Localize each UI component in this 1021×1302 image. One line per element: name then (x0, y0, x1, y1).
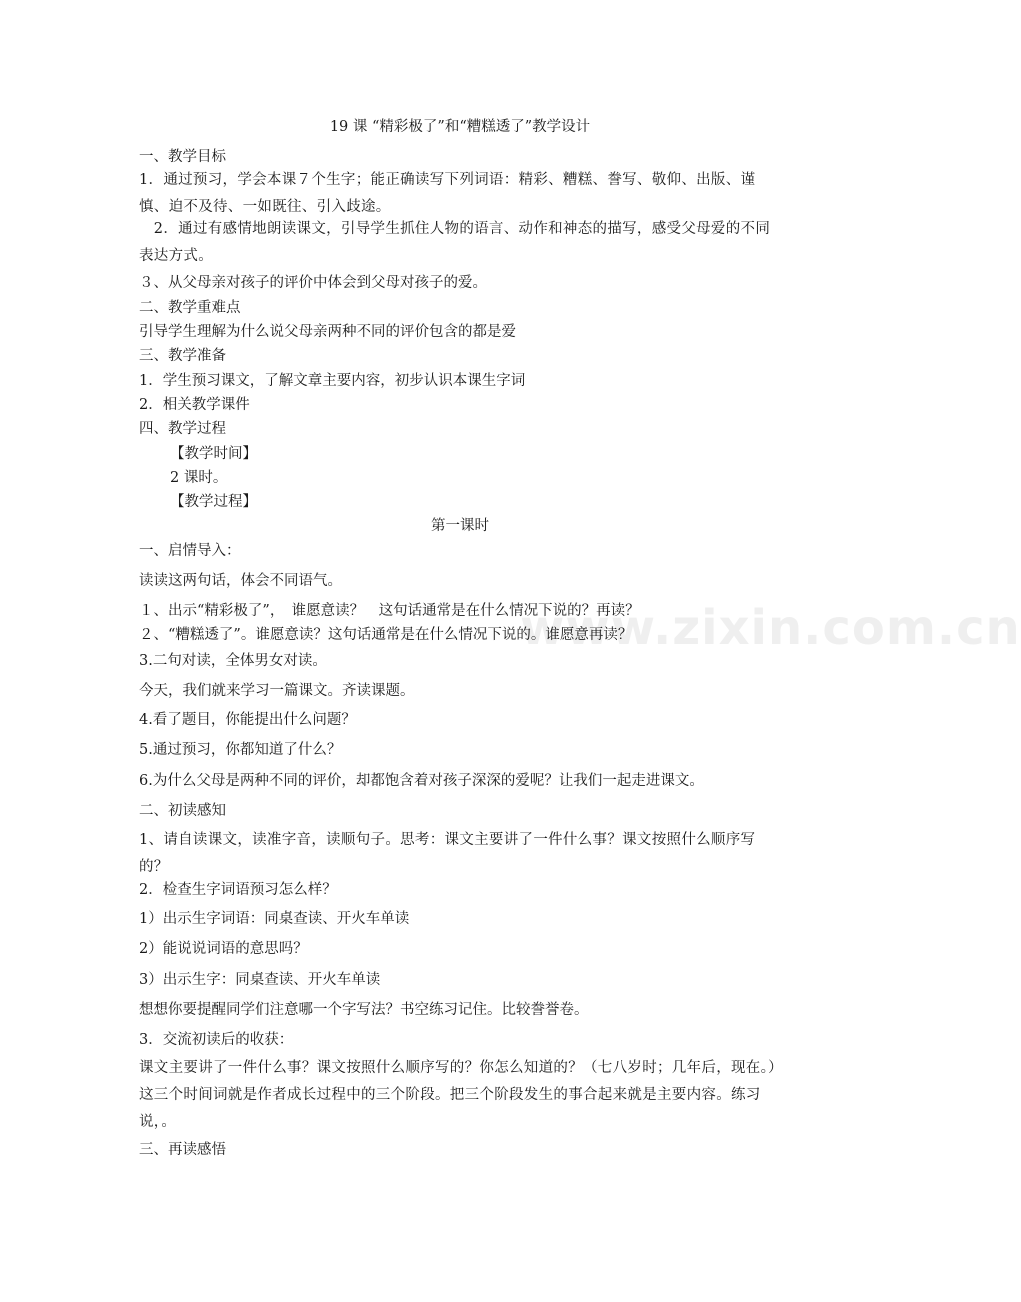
objective-2: 2．通过有感情地朗读课文，引导学生抓住人物的语言、动作和神态的描写，感受父母爱的不同表达方式。 (139, 221, 771, 264)
intro-step-4: 4.看了题目，你能提出什么问题？ (139, 712, 356, 728)
intro-text: 读读这两句话，体会不同语气。 (139, 573, 342, 589)
preparation-2: 2．相关教学课件 (139, 397, 250, 413)
objective-3: ３、从父母亲对孩子的评价中体会到父母对孩子的爱。 (139, 275, 487, 291)
intro-step-1: １、出示“精彩极了”， 谁愿意读？ 这句话通常是在什么情况下说的？再读？ (139, 603, 640, 619)
preparation-1: 1．学生预习课文，了解文章主要内容，初步认识本课生字词 (139, 373, 526, 389)
reading-text: 想想你要提醒同学们注意哪一个字写法？书空练习记住。比较誊誉卷。 (139, 1002, 589, 1018)
reading-step-1: 1、请自读课文，读准字音，读顺句子。思考：课文主要讲了一件什么事？课文按照什么顺序写的？ (139, 832, 756, 875)
reading-step-3: 3．交流初读后的收获： (139, 1032, 294, 1048)
section-heading-process: 四、教学过程 (139, 421, 226, 437)
part-two-heading: 二、初读感知 (139, 803, 226, 819)
reading-substep-2: 2）能说说词语的意思吗？ (139, 941, 308, 957)
reading-substep-1: 1）出示生字词语：同桌查读、开火车单读 (139, 911, 410, 927)
intro-step-6: 6.为什么父母是两种不同的评价，却都饱含着对孩子深深的爱呢？让我们一起走进课文。 (139, 773, 704, 789)
intro-step-3: 3.二句对读，全体男女对读。 (139, 653, 327, 669)
teaching-time-label: 【教学时间】 (170, 446, 257, 462)
intro-step-2: ２、“糟糕透了”。谁愿意读？这句话通常是在什么情况下说的。谁愿意再读？ (139, 627, 633, 643)
lesson-one-heading: 第一课时 (431, 518, 489, 534)
section-heading-objectives: 一、教学目标 (139, 149, 226, 165)
teaching-process-label: 【教学过程】 (170, 494, 257, 510)
intro-step-5: 5.通过预习，你都知道了什么？ (139, 742, 342, 758)
intro-text-2: 今天，我们就来学习一篇课文。齐读课题。 (139, 683, 415, 699)
reading-step-3-text: 课文主要讲了一件什么事？课文按照什么顺序写的？你怎么知道的？（七八岁时；几年后，现在。）这三个时间词就是作者成长过程中的三个阶段。把三个阶段发生的事合起来就是主要内容。练习说，。 (139, 1060, 776, 1130)
section-heading-preparation: 三、教学准备 (139, 348, 226, 364)
document-title: 19 课 “精彩极了”和“糟糕透了”教学设计 (329, 119, 591, 135)
objective-1: 1．通过预习，学会本课７个生字；能正确读写下列词语：精彩、糟糕、誊写、敬仰、出版、谨慎、迫不及待、一如既往、引入歧途。 (139, 172, 756, 215)
part-one-heading: 一、启情导入： (139, 543, 241, 559)
watermark: www.zixin.com.cn (520, 600, 1021, 656)
key-points-text: 引导学生理解为什么说父母亲两种不同的评价包含的都是爱 (139, 324, 516, 340)
reading-substep-3: 3）出示生字：同桌查读、开火车单读 (139, 972, 381, 988)
teaching-time-value: 2 课时。 (170, 470, 228, 486)
section-heading-key-points: 二、教学重难点 (139, 300, 241, 316)
reading-step-2: 2．检查生字词语预习怎么样？ (139, 882, 337, 898)
part-three-heading: 三、再读感悟 (139, 1142, 226, 1158)
